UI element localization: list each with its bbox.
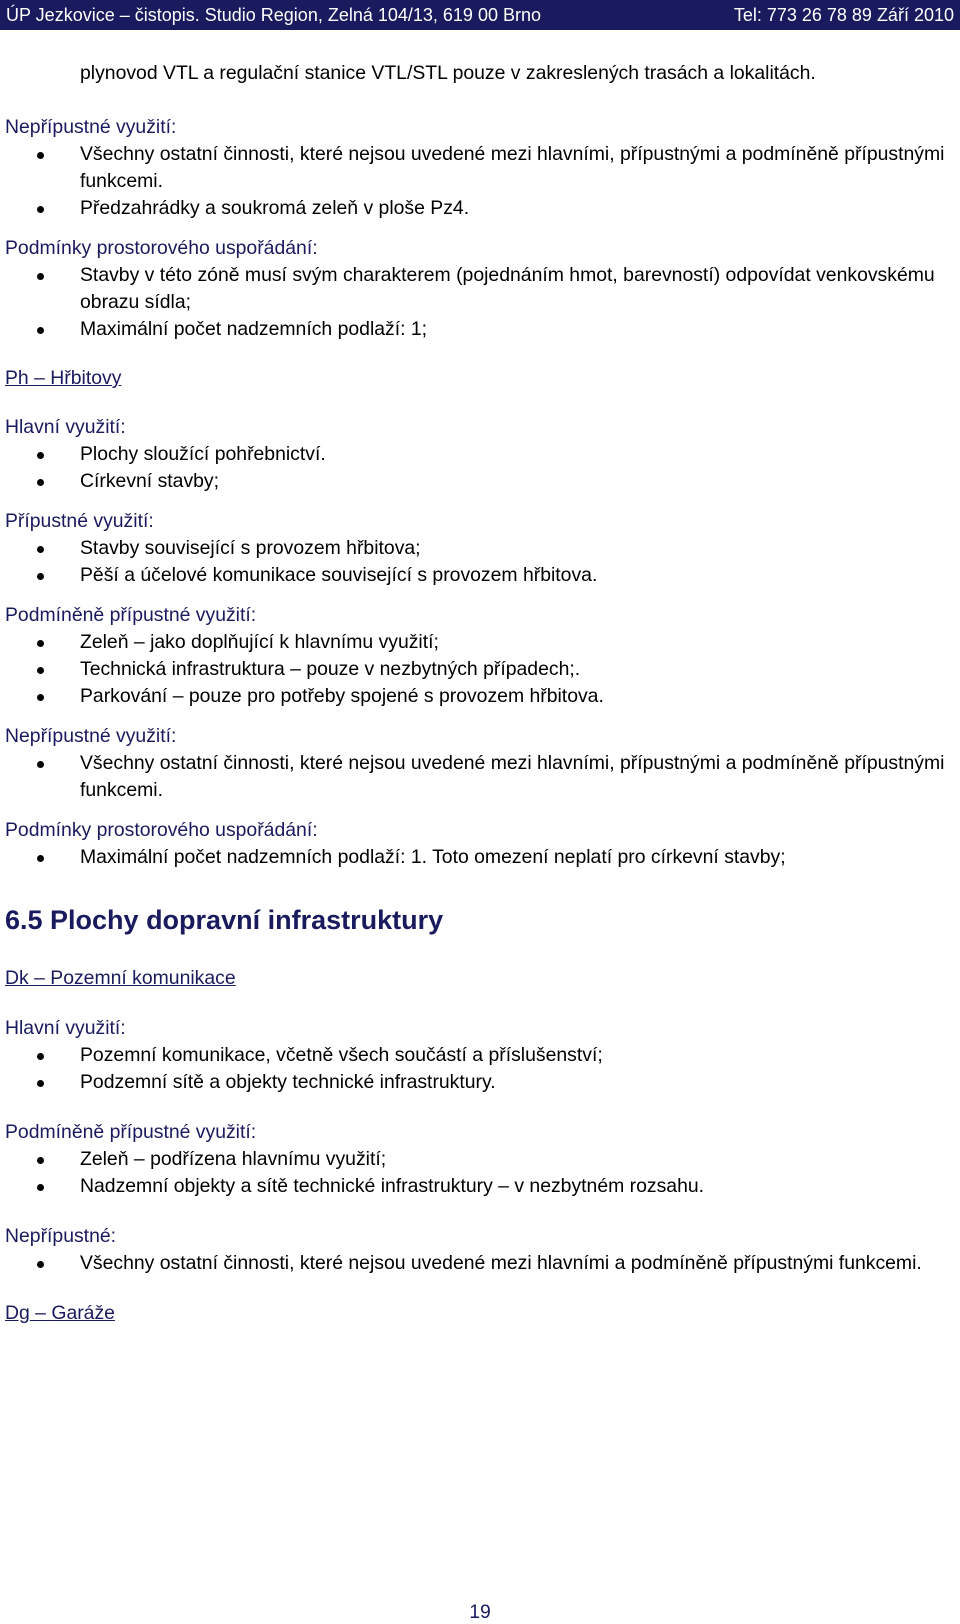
subsection-dg-title: Dg – Garáže: [5, 1302, 115, 1324]
list-item: Nadzemní objekty a sítě technické infrastruktury – v nezbytném rozsahu.: [5, 1173, 945, 1200]
main-use-list: [5, 441, 945, 495]
list-item: Maximální počet nadzemních podlaží: 1. Toto omezení neplatí pro církevní stavby;: [5, 844, 945, 871]
header-right-text: Tel: 773 26 78 89 Září 2010: [733, 4, 954, 25]
spatial-conditions-heading: Podmínky prostorového uspořádání:: [5, 819, 318, 841]
list-item: Stavby související s provozem hřbitova;: [5, 535, 945, 562]
conditional-use-heading: Podmíněně přípustné využití:: [5, 604, 257, 626]
subsection-dk-title: Dk – Pozemní komunikace: [5, 967, 236, 989]
allowed-use-list: [5, 535, 945, 589]
list-item: Zeleň – jako doplňující k hlavnímu využití;: [5, 629, 945, 656]
main-use-heading: Hlavní využití:: [5, 416, 126, 438]
subsection-code: Ph: [5, 367, 29, 389]
conditional-use-list: [5, 1146, 945, 1200]
intro-paragraph: plynovod VTL a regulační stanice VTL/STL pouze v zakreslených trasách a lokalitách.: [80, 62, 816, 84]
list-item: Plochy sloužící pohřebnictví.: [5, 441, 945, 468]
list-item: Pozemní komunikace, včetně všech součástí a příslušenství;: [5, 1042, 945, 1069]
header-left-text: ÚP Jezkovice – čistopis. Studio Region, Zelná 104/13, 619 00 Brno: [6, 4, 541, 25]
subsection-name: Hřbitovy: [50, 367, 122, 389]
spatial-conditions-list: [5, 262, 945, 343]
subsection-name: Pozemní komunikace: [50, 967, 236, 989]
forbidden-use-list: [5, 750, 945, 804]
list-item: Maximální počet nadzemních podlaží: 1;: [5, 316, 945, 343]
subsection-name: Garáže: [51, 1302, 115, 1324]
list-item: Všechny ostatní činnosti, které nejsou uvedené mezi hlavními a podmíněně přípustnými funkcemi.: [5, 1250, 945, 1277]
list-item: Církevní stavby;: [5, 468, 945, 495]
forbidden-use-heading: Nepřípustné využití:: [5, 116, 177, 138]
forbidden-use-heading: Nepřípustné využití:: [5, 725, 177, 747]
section-title: 6.5 Plochy dopravní infrastruktury: [5, 905, 444, 935]
list-item: Všechny ostatní činnosti, které nejsou uvedené mezi hlavními, přípustnými a podmíněně přípustnými funkcemi.: [5, 750, 945, 804]
forbidden-heading: Nepřípustné:: [5, 1225, 117, 1247]
page-number: 19: [469, 1601, 491, 1623]
subsection-ph-title: Ph – Hřbitovy: [5, 367, 122, 389]
subsection-code: Dg: [5, 1302, 30, 1324]
list-item: Podzemní sítě a objekty technické infrastruktury.: [5, 1069, 945, 1096]
spatial-conditions-heading: Podmínky prostorového uspořádání:: [5, 237, 318, 259]
subsection-code: Dk: [5, 967, 29, 989]
document-body: [5, 60, 945, 1327]
forbidden-use-list: [5, 141, 945, 222]
list-item: Pěší a účelové komunikace související s provozem hřbitova.: [5, 562, 945, 589]
conditional-use-list: [5, 629, 945, 710]
list-item: Předzahrádky a soukromá zeleň v ploše Pz4.: [5, 195, 945, 222]
page-header: [0, 0, 960, 30]
allowed-use-heading: Přípustné využití:: [5, 510, 154, 532]
forbidden-list: [5, 1250, 945, 1277]
list-item: Parkování – pouze pro potřeby spojené s provozem hřbitova.: [5, 683, 945, 710]
conditional-use-heading: Podmíněně přípustné využití:: [5, 1121, 257, 1143]
main-use-heading: Hlavní využití:: [5, 1017, 126, 1039]
list-item: Všechny ostatní činnosti, které nejsou uvedené mezi hlavními, přípustnými a podmíněně přípustnými funkcemi.: [5, 141, 945, 195]
main-use-list: [5, 1042, 945, 1096]
list-item: Stavby v této zóně musí svým charakterem (pojednáním hmot, barevností) odpovídat venkovskému obrazu sídla;: [5, 262, 945, 316]
list-item: Technická infrastruktura – pouze v nezbytných případech;.: [5, 656, 945, 683]
list-item: Zeleň – podřízena hlavnímu využití;: [5, 1146, 945, 1173]
spatial-conditions-list: [5, 844, 945, 871]
